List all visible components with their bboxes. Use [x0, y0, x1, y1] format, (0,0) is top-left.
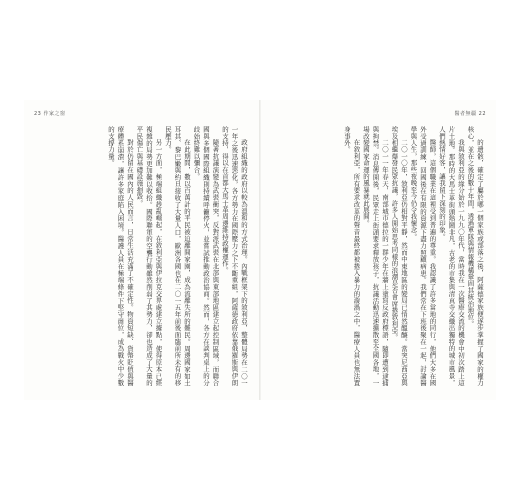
left-paragraph: 對於仍留在國內的人民而言，日常生活充滿了不確定性。物資短缺、貨幣貶值與醫療體系崩潰，讓許多家庭陷入困境。醫護人員在極端條件下堅守崗位，成為戰火中少數的支撐力量。	[107, 126, 134, 386]
left-page-header: 23 作家之窗	[34, 111, 66, 117]
left-page	[24, 100, 260, 400]
right-paragraph: 的遺骸，確定了屬於哪一個家族或部落之後，阿薩德家族便逐步掌握了國家的權力核心，並在之後的數十年間，透過軍隊與情報機構鞏固其統治地位。	[466, 126, 484, 386]
book-spread	[24, 100, 496, 400]
right-page-body	[272, 126, 484, 386]
right-paragraph: 我與敘利亞的緣分始於一九九〇年代，當時我在一次醫療交流的機會中初次踏上這片土地。那時的大馬士革街頭熱鬧非凡，古老的市集與清真寺交織出獨特的城市風景，人們熱情好客，讓我留下深刻的印象。	[438, 126, 465, 386]
left-paragraph: 隨著抗議演變為武裝衝突，反對派武裝在北部與東部地區建立起控制區域，而聯合國與多個國際組織則持續呼籲停火，並嘗試推動政治協商。然而，各方在談判桌上的分歧始終難以彌合。	[192, 126, 220, 386]
right-page-header: 醫者無疆 22	[454, 111, 486, 117]
right-page	[260, 100, 496, 400]
right-paragraph: 醫師，這個職業在這裡受到普遍的尊重。我認識了許多當地的同行，他們大多在國外受過訓練，回國後在有限的資源下盡力照顧病患。我們常在下班後聚在一起，討論醫學與人生，那些夜晚至今仍令我懷念。	[409, 126, 437, 386]
right-paragraph: 二〇一〇年，敘利亞仍相對平靜，然而中東地區的變局已悄然醞釀。當突尼西亞與埃及相繼爆發民眾抗議，許多人開始思考同樣的浪潮是否會席捲敘利亞。	[390, 126, 408, 386]
left-paragraph: 另一方面，極端組織趁亂崛起，在敘利亞與伊拉克交界處建立據點，使得原本已經複雜的局勢更加難以收拾。國際聯軍的空襲行動雖然削弱了其勢力，卻也造成了大量的平民傷亡與基礎設施損毀。	[135, 126, 163, 386]
right-paragraph: 在敘利亞，所有要求改革的聲音最終都被捲入暴力的漩渦之中，醫療人員也無法置身事外。	[343, 126, 361, 386]
right-paragraph: 二〇一一年春天，南部城市德拉的一群少年在牆上塗寫反政府標語，隨即遭到逮捕與拘禁。消息傳開後，民眾走上街頭要求釋放孩子，抗議活動迅速擴散至全國各地，一場改變國家命運的風暴就此展開。	[362, 126, 389, 386]
left-paragraph: 在此期間，數以百萬計的平民被迫離開家園，成為流離失所的難民。周邊國家如土耳其、黎巴嫩與約旦接收了大量人口，歐洲各國也在二〇一五年前後面臨前所未有的移民壓力。	[164, 126, 191, 386]
left-page-body	[36, 126, 248, 386]
left-paragraph: 政府組織的政府以較為溫和的方式治理。內戰框架下的敘利亞，整體局勢在二〇一一年之後迅速惡化，各方勢力在國際壓力之下不斷重組，阿薩德政府依靠俄羅斯與伊朗的支持，得以在首都大馬士革周邊維持政權運作。	[221, 126, 248, 386]
